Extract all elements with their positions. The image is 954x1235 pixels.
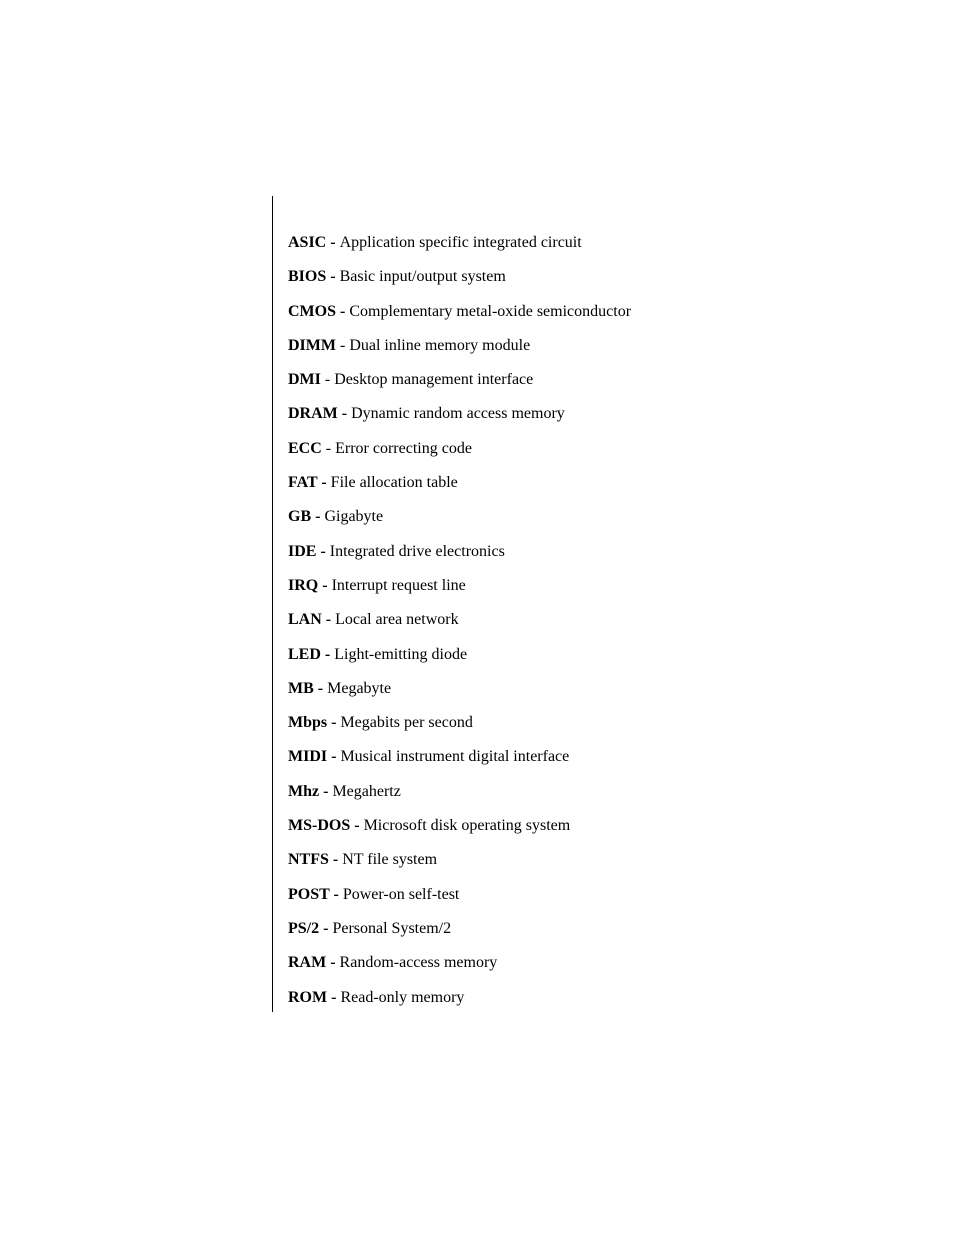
glossary-entry (288, 677, 848, 711)
glossary-term: NTFS (288, 851, 329, 869)
glossary-separator: - (327, 748, 341, 766)
glossary-separator: - (320, 371, 335, 389)
glossary-definition: Megabits per second (340, 714, 473, 732)
glossary-definition: Dual inline memory module (349, 336, 531, 354)
glossary-separator: - (335, 336, 350, 354)
glossary-definition: Desktop management interface (334, 371, 534, 389)
glossary-definition: Application specific integrated circuit (339, 234, 582, 251)
glossary-term: GB (288, 508, 312, 526)
glossary-definition: NT file system (342, 851, 438, 869)
glossary-definition: Read-only memory (340, 988, 465, 1006)
glossary-separator: - (350, 817, 364, 835)
glossary-term: DIMM (288, 336, 336, 354)
glossary-separator: - (326, 234, 340, 251)
glossary-separator: - (321, 611, 336, 629)
glossary-entry (288, 265, 848, 299)
glossary-entry (288, 780, 848, 814)
glossary-term: MS-DOS (288, 817, 351, 835)
glossary-list (288, 231, 848, 1020)
glossary-separator: - (318, 576, 332, 594)
glossary-separator: - (321, 439, 336, 457)
glossary-definition: File allocation table (330, 474, 458, 492)
glossary-term: IDE (288, 542, 317, 560)
glossary-definition: Megabyte (327, 679, 392, 697)
glossary-entry (288, 300, 848, 334)
glossary-entry (288, 917, 848, 951)
glossary-term: MIDI (288, 748, 328, 766)
glossary-entry (288, 540, 848, 574)
glossary-term: POST (288, 885, 330, 903)
glossary-entry (288, 986, 848, 1020)
glossary-separator: - (336, 302, 350, 320)
glossary-separator: - (319, 919, 333, 937)
glossary-entry (288, 368, 848, 402)
glossary-definition: Complementary metal-oxide semiconductor (349, 302, 632, 320)
glossary-entry (288, 471, 848, 505)
glossary-term: IRQ (288, 576, 319, 594)
glossary-separator: - (326, 954, 340, 972)
glossary-term: BIOS (288, 268, 327, 286)
glossary-entry (288, 848, 848, 882)
glossary-term: Mbps (288, 714, 328, 732)
glossary-entry (288, 745, 848, 779)
glossary-separator: - (319, 782, 333, 800)
glossary-entry (288, 951, 848, 985)
glossary-definition: Basic input/output system (339, 268, 506, 286)
glossary-definition: Error correcting code (335, 439, 472, 457)
glossary-separator: - (329, 885, 343, 903)
glossary-term: Mhz (288, 782, 320, 800)
glossary-term: ROM (288, 988, 328, 1006)
glossary-term: RAM (288, 954, 327, 972)
glossary-separator: - (317, 474, 331, 492)
glossary-term: PS/2 (288, 919, 320, 937)
glossary-entry (288, 402, 848, 436)
glossary-term: CMOS (288, 302, 336, 320)
glossary-entry (288, 814, 848, 848)
glossary-entry (288, 643, 848, 677)
glossary-definition: Personal System/2 (332, 919, 452, 937)
glossary-separator: - (316, 542, 330, 560)
glossary-definition: Local area network (335, 611, 459, 629)
glossary-term: DMI (288, 371, 321, 389)
glossary-separator: - (327, 714, 341, 732)
glossary-definition: Dynamic random access memory (351, 405, 565, 423)
glossary-entry (288, 231, 848, 265)
glossary-term: ASIC (288, 234, 327, 251)
glossary-separator: - (337, 405, 352, 423)
glossary-definition: Integrated drive electronics (329, 542, 505, 560)
glossary-entry (288, 505, 848, 539)
glossary-definition: Gigabyte (324, 508, 384, 526)
glossary-separator: - (313, 679, 328, 697)
glossary-term: DRAM (288, 405, 338, 423)
glossary-definition: Musical instrument digital interface (340, 748, 570, 766)
glossary-term: ECC (288, 439, 322, 457)
margin-rule (272, 196, 273, 1012)
glossary-entry (288, 711, 848, 745)
glossary-definition: Microsoft disk operating system (363, 817, 571, 835)
glossary-entry (288, 608, 848, 642)
glossary-definition: Random-access memory (339, 954, 498, 972)
glossary-term: FAT (288, 474, 318, 492)
glossary-entry (288, 574, 848, 608)
glossary-definition: Interrupt request line (331, 576, 466, 594)
glossary-term: LAN (288, 611, 322, 629)
glossary-definition: Megahertz (332, 782, 401, 800)
glossary-entry (288, 883, 848, 917)
glossary-term: LED (288, 645, 321, 663)
glossary-separator: - (320, 645, 335, 663)
glossary-separator: - (326, 268, 340, 286)
glossary-entry (288, 437, 848, 471)
glossary-separator: - (327, 988, 341, 1006)
glossary-definition: Light-emitting diode (334, 645, 468, 663)
glossary-separator: - (311, 508, 325, 526)
glossary-term: MB (288, 679, 314, 697)
glossary-definition: Power-on self-test (342, 885, 460, 903)
glossary-entry (288, 334, 848, 368)
glossary-separator: - (328, 851, 343, 869)
